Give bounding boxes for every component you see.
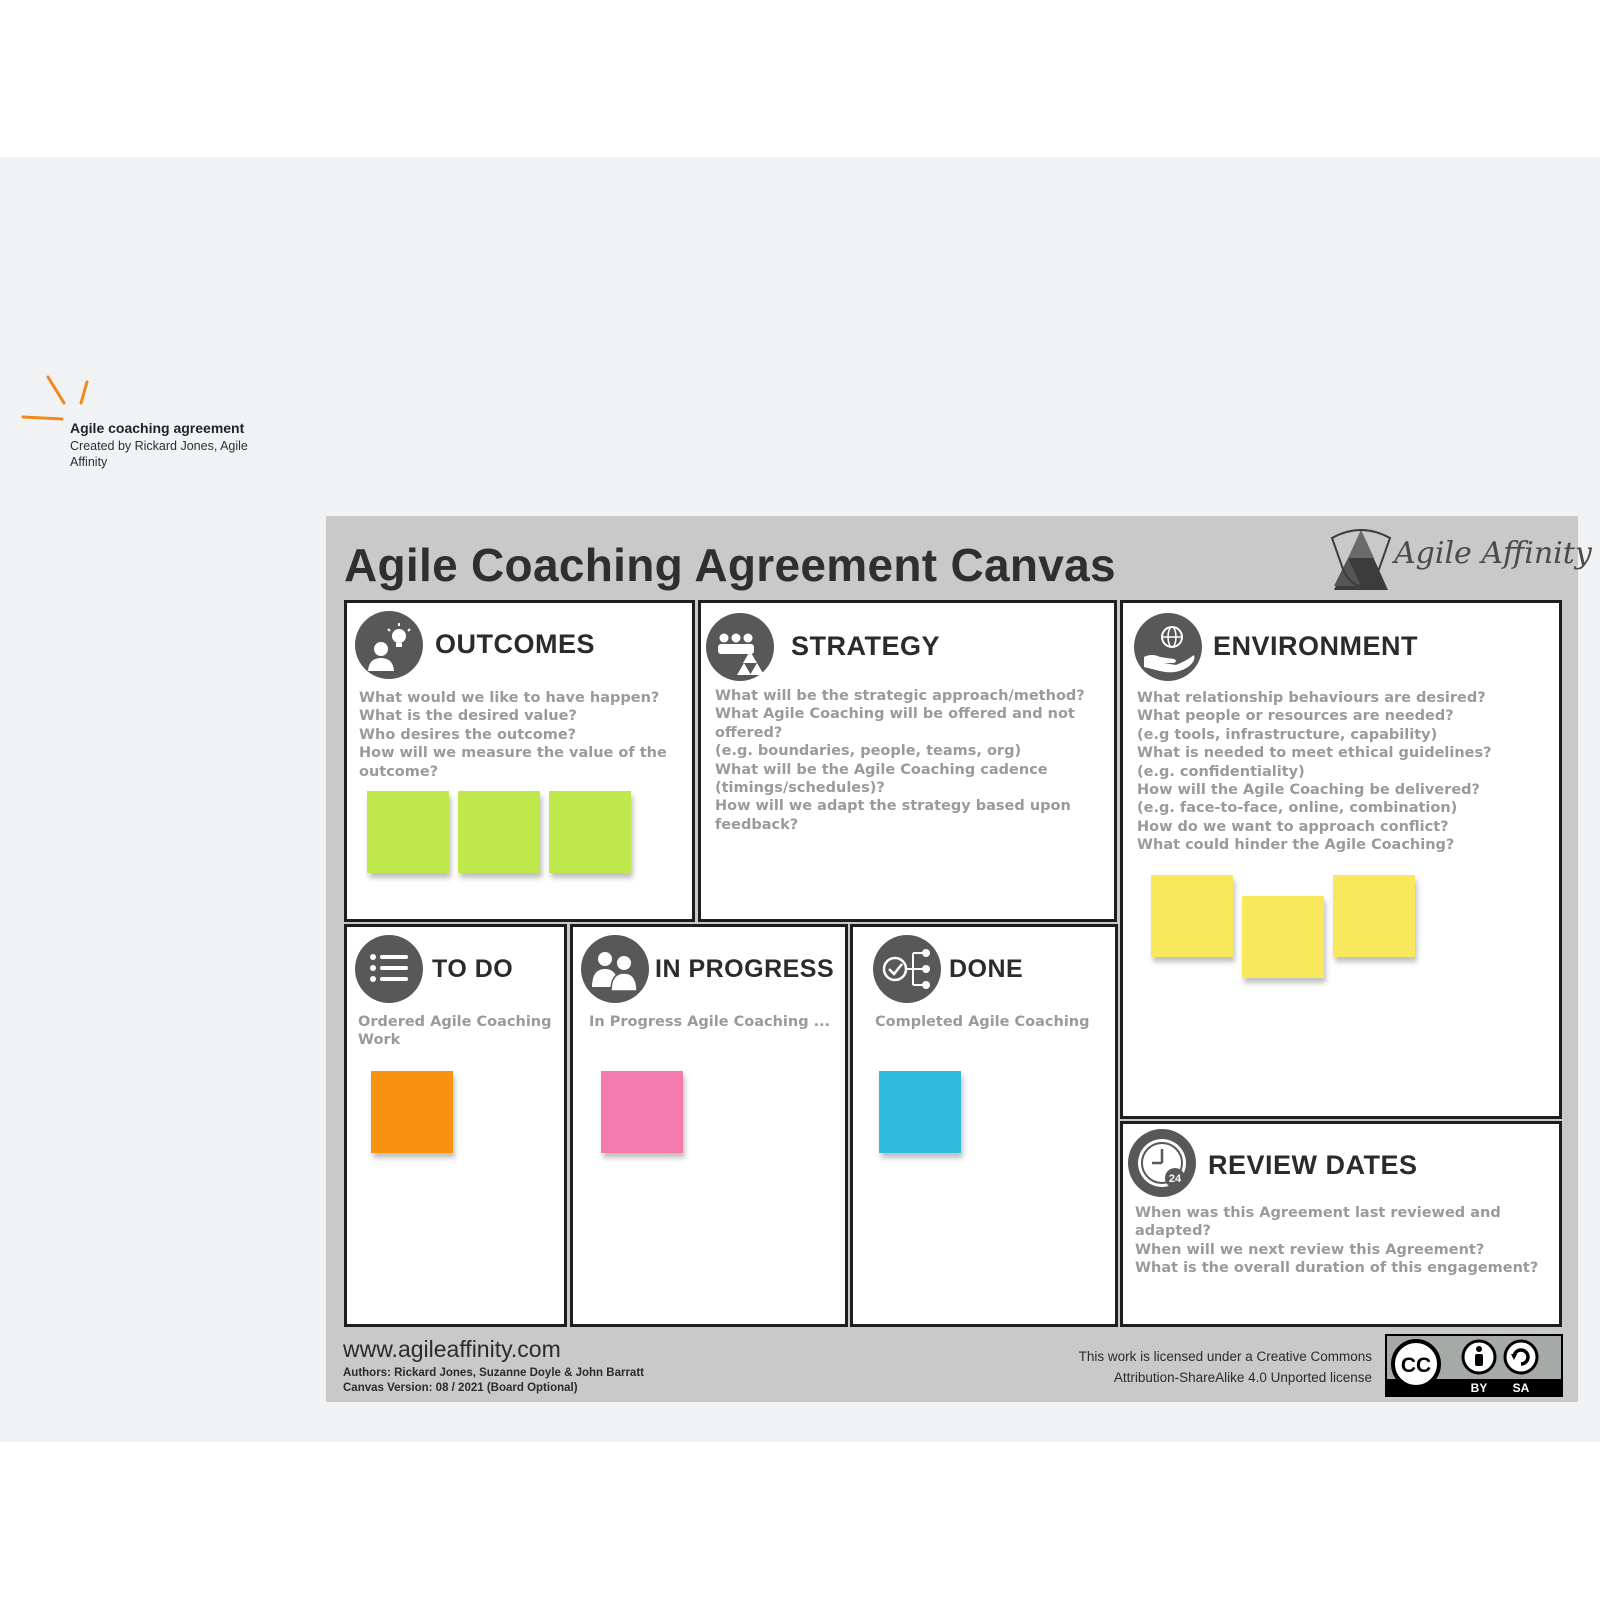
clock-24-icon xyxy=(1128,1129,1196,1197)
people-triangles-icon xyxy=(706,613,774,681)
done-prompts: Completed Agile Coaching xyxy=(875,1014,1090,1030)
authors-text: Authors: Rickard Jones, Suzanne Doyle & John Barratt xyxy=(343,1367,644,1379)
sticky-note[interactable] xyxy=(549,791,631,873)
list-icon xyxy=(355,935,423,1003)
strategy-section[interactable] xyxy=(698,600,1117,922)
done-section[interactable] xyxy=(850,924,1118,1327)
version-text: Canvas Version: 08 / 2021 (Board Optional) xyxy=(343,1382,578,1394)
canvas-board[interactable] xyxy=(326,516,1592,1402)
outcomes-prompts: What would we like to have happen? What is the desired value? Who desires the outcome? How will we measure the value of the outcome? xyxy=(359,690,667,780)
logo-text: Agile Affinity xyxy=(1394,536,1592,571)
environment-prompts: What relationship behaviours are desired? What people or resources are needed? (e.g tools, infrastructure, capability) What is needed to meet ethical guidelines? (e.g. confidentiality) How will the Agile Coaching be delivered? (e.g. face-to-face, online, combination) How do we want to approach conflict? What could hinder the Agile Coaching? xyxy=(1137,690,1492,854)
canvas-credits xyxy=(343,1366,644,1396)
todo-prompts: Ordered Agile Coaching Work xyxy=(358,1014,552,1049)
sticky-note[interactable] xyxy=(879,1071,961,1153)
todo-heading: TO DO xyxy=(432,955,514,983)
canvas-title: Agile Coaching Agreement Canvas xyxy=(344,539,1116,591)
sa-label: SA xyxy=(1512,1381,1530,1395)
sticky-note[interactable] xyxy=(371,1071,453,1153)
spark-icon xyxy=(20,375,90,425)
in-progress-section[interactable] xyxy=(570,924,848,1327)
two-people-icon xyxy=(581,935,649,1003)
outcomes-heading: OUTCOMES xyxy=(435,629,596,659)
cc-license-badge xyxy=(1385,1334,1563,1397)
hand-globe-icon xyxy=(1134,613,1202,681)
strategy-prompts: What will be the strategic approach/method? What Agile Coaching will be offered and not offered? (e.g. boundaries, people, teams, org) What will be the Agile Coaching cadence (timings/schedules)? How will we adapt the strategy based upon feedback? xyxy=(715,688,1085,833)
board-subtitle: Created by Rickard Jones, Agile Affinity xyxy=(70,439,248,469)
environment-section[interactable] xyxy=(1120,600,1562,1119)
agile-affinity-logo-icon xyxy=(1326,528,1396,598)
done-heading: DONE xyxy=(949,955,1024,983)
review-dates-section[interactable] xyxy=(1120,1121,1562,1327)
review-dates-heading: REVIEW DATES xyxy=(1208,1150,1418,1180)
sticky-note[interactable] xyxy=(1333,875,1415,957)
clock-24-label: 24 xyxy=(1168,1173,1182,1185)
person-lightbulb-icon xyxy=(355,611,423,679)
by-label: BY xyxy=(1470,1381,1488,1395)
in-progress-prompts: In Progress Agile Coaching ... xyxy=(589,1014,831,1030)
board-title: Agile coaching agreement xyxy=(70,420,245,436)
sticky-note[interactable] xyxy=(1242,896,1324,978)
sticky-note[interactable] xyxy=(601,1071,683,1153)
sticky-note[interactable] xyxy=(1151,875,1233,957)
environment-heading: ENVIRONMENT xyxy=(1213,631,1419,661)
cc-icon: CC xyxy=(1400,1354,1432,1377)
check-network-icon xyxy=(873,935,941,1003)
sticky-note[interactable] xyxy=(458,791,540,873)
sticky-note[interactable] xyxy=(367,791,449,873)
todo-section[interactable] xyxy=(344,924,567,1327)
website-url: www.agileaffinity.com xyxy=(343,1336,561,1362)
strategy-heading: STRATEGY xyxy=(791,631,941,661)
in-progress-heading: IN PROGRESS xyxy=(655,955,835,983)
outcomes-section[interactable] xyxy=(344,600,695,922)
license-text: This work is licensed under a Creative Commons Attribution-ShareAlike 4.0 Unported license xyxy=(1078,1349,1372,1385)
review-dates-prompts: When was this Agreement last reviewed and adapted? When will we next review this Agreement? What is the overall duration of this engagement? xyxy=(1135,1205,1539,1277)
